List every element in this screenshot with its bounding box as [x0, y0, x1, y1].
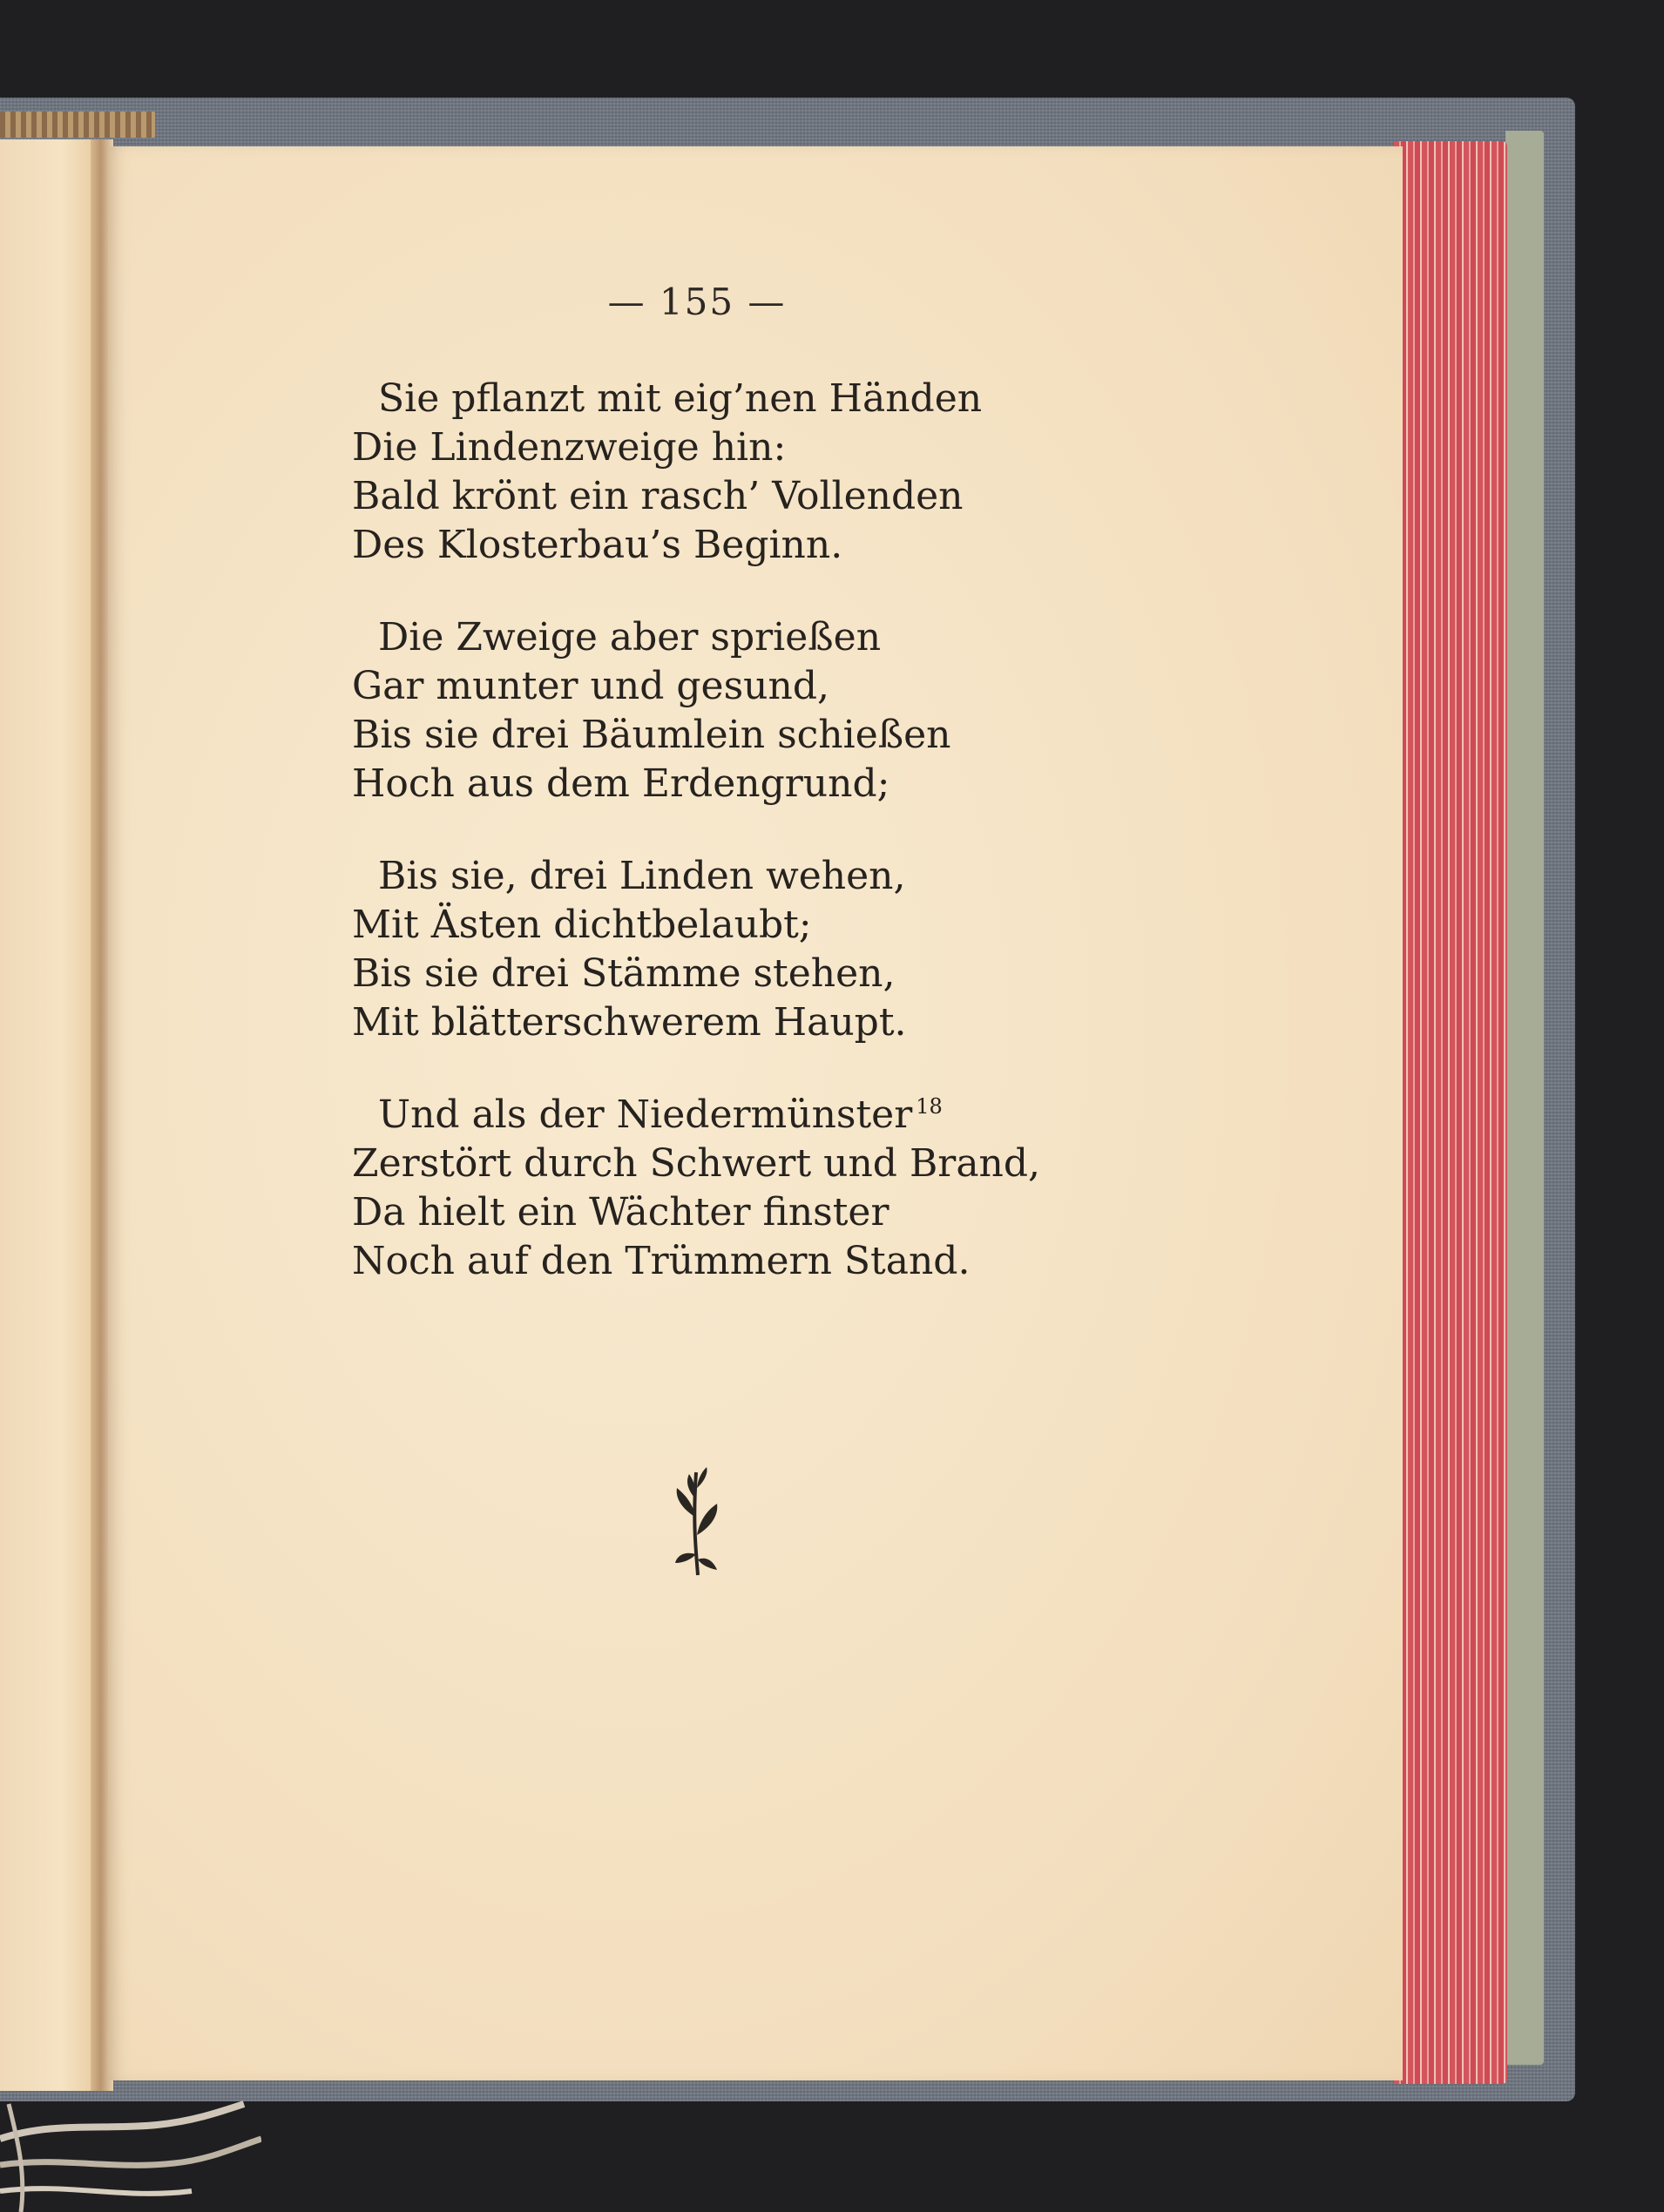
poem-line: Bis sie, drei Linden wehen,: [378, 854, 906, 898]
book-headband: [0, 112, 155, 138]
page-block-edges: [1394, 141, 1507, 2084]
poem-line: Sie pflanzt mit eig’nen Händen: [378, 376, 983, 421]
poem-line: Bis sie drei Bäumlein schießen: [352, 713, 951, 757]
footnote-mark: 18: [916, 1094, 943, 1120]
stanza-4: [352, 1091, 1066, 1286]
poem-line: Des Klosterbau’s Beginn.: [352, 523, 843, 567]
poem-line: Gar munter und gesund,: [352, 664, 829, 708]
poem-line: Mit Ästen dichtbelaubt;: [352, 903, 812, 947]
poem-line: Hoch aus dem Erdengrund;: [352, 761, 890, 806]
poem-line-with-footnote: [352, 1091, 1066, 1140]
left-page: [0, 139, 103, 2091]
bookmark-thread: [0, 2087, 261, 2212]
poem-line: Bis sie drei Stämme stehen,: [352, 951, 896, 996]
poem-line: Zerstört durch Schwert und Brand,: [352, 1141, 1041, 1186]
poem-line: Die Lindenzweige hin:: [352, 425, 787, 470]
stanza-1: [352, 375, 1066, 570]
poem-line: Die Zweige aber sprießen: [378, 615, 882, 660]
poem-line: Noch auf den Trümmern Stand.: [352, 1239, 971, 1283]
poem: [352, 375, 1066, 1329]
page-number: — 155 —: [607, 281, 787, 323]
poem-line-text: Und als der Niedermünster: [378, 1092, 913, 1137]
stanza-2: [352, 613, 1066, 808]
poem-line: Bald krönt ein rasch’ Vollenden: [352, 474, 964, 518]
poem-line: Mit blätterschwerem Haupt.: [352, 1000, 907, 1045]
poem-line: Da hielt ein Wächter finster: [352, 1190, 889, 1235]
stanza-3: [352, 852, 1066, 1047]
floral-sprig-icon: [666, 1464, 727, 1577]
endpaper-edge: [1505, 131, 1544, 2065]
